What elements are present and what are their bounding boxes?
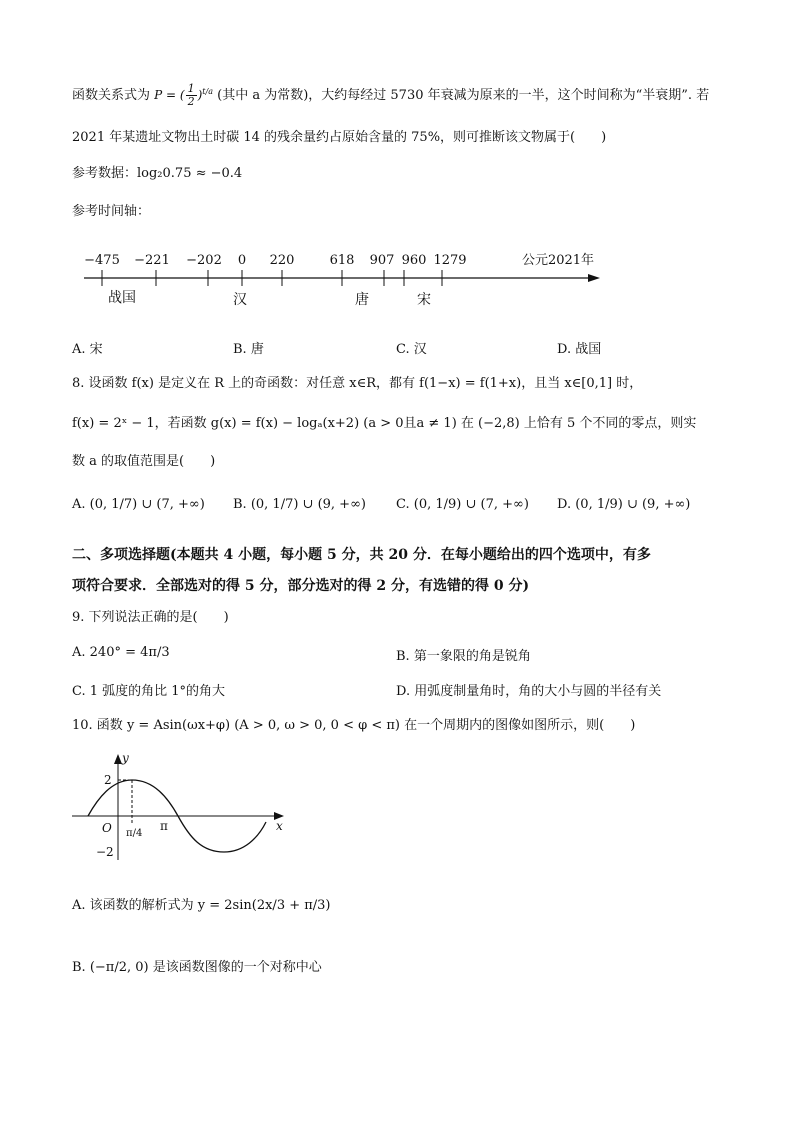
q7-option-a[interactable]: A. 宋 <box>72 342 103 357</box>
era-label: 战国 <box>108 290 136 306</box>
tick-label: 220 <box>269 253 295 268</box>
q7-ref-timeline: 参考时间轴： <box>72 204 151 219</box>
q7-ref-data: 参考数据：log₂0.75 ≈ −0.4 <box>72 166 243 181</box>
y-axis-label: y <box>122 751 129 765</box>
q10-option-b[interactable]: B. (−π/2, 0) 是该函数图像的一个对称中心 <box>72 960 322 975</box>
origin-label: O <box>102 821 112 835</box>
x-tick-label: π/4 <box>126 828 143 839</box>
q7-line1-post: (其中 a 为常数)，大约每经过 5730 年衰减为原来的一半，这个时间称为“半衰期”. 若 <box>217 88 710 103</box>
q7-line1 <box>72 82 709 108</box>
x-axis-label: x <box>276 819 283 833</box>
q7-line1-pre: 函数关系式为 <box>72 88 151 103</box>
y-tick-label: 2 <box>104 773 112 787</box>
q8-option-d[interactable]: D. (0, 1/9) ∪ (9, +∞) <box>557 497 691 512</box>
q7-formula: P = ( $\frac{1}{2}$ )$^{t/a}$ <box>154 82 213 108</box>
q8-option-c[interactable]: C. (0, 1/9) ∪ (7, +∞) <box>396 497 529 512</box>
tick-label: 0 <box>237 253 247 268</box>
section2-line2: 项符合要求．全部选对的得 5 分，部分选对的得 2 分，有选错的得 0 分) <box>72 578 530 594</box>
timeline-end-label: 公元2021年 <box>521 253 595 268</box>
tick-label: 960 <box>401 253 427 268</box>
sine-graph <box>68 748 298 868</box>
tick-label: 907 <box>369 253 395 268</box>
q10-stem: 10. 函数 y = Asin(ωx+φ) (A > 0, ω > 0, 0 < φ < π) 在一个周期内的图像如图所示，则( ) <box>72 718 636 733</box>
era-label: 唐 <box>355 292 369 308</box>
tick-label: −475 <box>84 253 120 268</box>
era-label: 汉 <box>233 292 247 308</box>
q9-option-b[interactable]: B. 第一象限的角是锐角 <box>396 649 531 664</box>
timeline <box>70 246 630 316</box>
q9-option-a[interactable]: A. 240° = 4π/3 <box>72 645 170 660</box>
q8-line2: f(x) = 2ˣ − 1，若函数 g(x) = f(x) − logₐ(x+2) (a > 0且a ≠ 1) 在 (−2,8) 上恰有 5 个不同的零点，则实 <box>72 416 697 431</box>
q8-line1: 8. 设函数 f(x) 是定义在 R 上的奇函数：对任意 x∈R，都有 f(1−x) = f(1+x)，且当 x∈[0,1] 时， <box>72 376 643 391</box>
q7-option-d[interactable]: D. 战国 <box>557 342 602 357</box>
q7-line2: 2021 年某遗址文物出土时碳 14 的残余量约占原始含量的 75%，则可推断该文物属于( ) <box>72 130 607 145</box>
q8-option-a[interactable]: A. (0, 1/7) ∪ (7, +∞) <box>72 497 205 512</box>
era-label: 宋 <box>417 292 431 308</box>
section2-line1: 二、多项选择题(本题共 4 小题，每小题 5 分，共 20 分．在每小题给出的四个选项中，有多 <box>72 547 651 563</box>
tick-label: 618 <box>329 253 355 268</box>
tick-label: −221 <box>134 253 170 268</box>
q9-stem: 9. 下列说法正确的是( ) <box>72 610 229 625</box>
y-tick-label: −2 <box>96 845 114 859</box>
q7-option-b[interactable]: B. 唐 <box>233 342 264 357</box>
q9-option-c[interactable]: C. 1 弧度的角比 1°的角大 <box>72 684 226 699</box>
q8-option-b[interactable]: B. (0, 1/7) ∪ (9, +∞) <box>233 497 366 512</box>
q9-option-d[interactable]: D. 用弧度制量角时，角的大小与圆的半径有关 <box>396 684 662 699</box>
x-tick-label: π <box>160 819 168 833</box>
q8-line3: 数 a 的取值范围是( ) <box>72 454 216 469</box>
q7-option-c[interactable]: C. 汉 <box>396 342 427 357</box>
q10-option-a[interactable]: A. 该函数的解析式为 y = 2sin(2x/3 + π/3) <box>72 898 331 913</box>
tick-label: 1279 <box>433 253 467 268</box>
tick-label: −202 <box>186 253 222 268</box>
